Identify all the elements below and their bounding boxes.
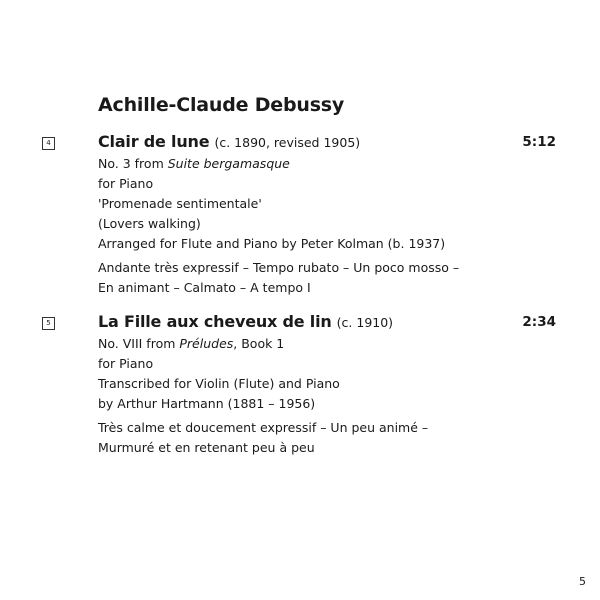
source-work: Suite bergamasque — [167, 156, 290, 171]
track-title: Clair de lune — [98, 132, 210, 151]
track-source — [98, 334, 518, 354]
track-arrangement: by Arthur Hartmann (1881 – 1956) — [98, 396, 316, 411]
track-details — [98, 131, 518, 298]
track-title-line — [98, 131, 518, 154]
track-instrument: for Piano — [98, 176, 154, 191]
source-prefix: No. VIII from — [98, 336, 180, 351]
track-details — [98, 311, 518, 458]
source-prefix: No. 3 from — [98, 156, 168, 171]
page-number: 5 — [579, 575, 586, 588]
composer-name: Achille-Claude Debussy — [98, 94, 345, 116]
track-alt-title-translation: (Lovers walking) — [98, 216, 201, 231]
tempo-line: En animant – Calmato – A tempo I — [98, 280, 311, 295]
track-title: La Fille aux cheveux de lin — [98, 312, 332, 331]
track-title-line — [98, 311, 518, 334]
tempo-line: Très calme et doucement expressif – Un peu animé – — [98, 420, 429, 435]
track-tempo-markings — [98, 258, 518, 298]
track-duration: 2:34 — [522, 314, 556, 330]
track-date: (c. 1910) — [336, 315, 394, 330]
tempo-line: Andante très expressif – Tempo rubato – Un poco mosso – — [98, 260, 460, 275]
track-source — [98, 154, 518, 174]
tempo-line: Murmuré et en retenant peu à peu — [98, 440, 315, 455]
source-work: Préludes — [179, 336, 234, 351]
track-arrangement: Transcribed for Violin (Flute) and Piano — [98, 376, 340, 391]
track-number-badge: 4 — [42, 137, 55, 150]
track-arrangement: Arranged for Flute and Piano by Peter Kolman (b. 1937) — [98, 236, 446, 251]
track-instrument: for Piano — [98, 356, 154, 371]
track-number-badge: 5 — [42, 317, 55, 330]
track-date: (c. 1890, revised 1905) — [214, 135, 361, 150]
track-alt-title: 'Promenade sentimentale' — [98, 196, 262, 211]
track-duration: 5:12 — [522, 134, 556, 150]
track-tempo-markings — [98, 418, 518, 458]
source-suffix: , Book 1 — [233, 336, 285, 351]
